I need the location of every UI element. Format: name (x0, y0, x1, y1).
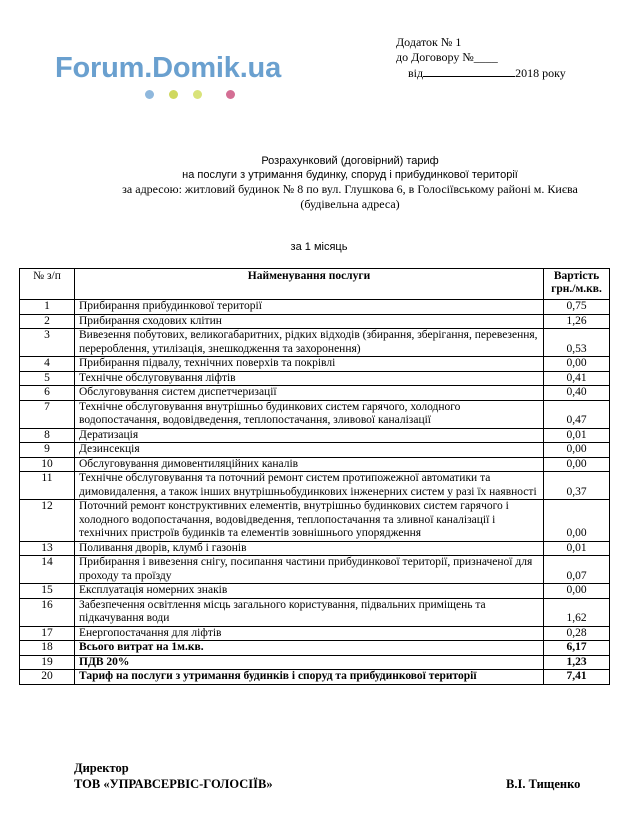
row-cost-value: 0,41 (544, 371, 610, 386)
row-service-name: Всього витрат на 1м.кв. (75, 641, 544, 656)
row-cost-value: 0,53 (544, 329, 610, 357)
row-service-name: Прибирання підвалу, технічних поверхів та покрівлі (75, 357, 544, 372)
row-cost-value: 0,00 (544, 357, 610, 372)
row-number: 1 (20, 300, 75, 315)
signature-org: ТОВ «УПРАВСЕРВІС-ГОЛОСІЇВ» (74, 777, 273, 791)
row-number: 20 (20, 670, 75, 685)
row-cost-value: 7,41 (544, 670, 610, 685)
row-cost-value: 0,00 (544, 443, 610, 458)
row-service-name: Дезинсекція (75, 443, 544, 458)
annex-date (396, 65, 566, 81)
table-row (20, 329, 610, 357)
col-header-num: № з/п (20, 269, 75, 300)
row-service-name: ПДВ 20% (75, 655, 544, 670)
table-row (20, 400, 610, 428)
row-cost-value: 6,17 (544, 641, 610, 656)
annex-contract: до Договору №____ (396, 50, 498, 64)
row-service-name: Енергопостачання для ліфтів (75, 626, 544, 641)
table-row (20, 598, 610, 626)
table-row (20, 300, 610, 315)
table-row (20, 457, 610, 472)
row-number: 8 (20, 428, 75, 443)
row-service-name: Технічне обслуговування та поточний ремонт систем протипожежної автоматики та димовидалення, а також інших внутрішньобудинкових інженерних систем у разі їх наявності (75, 472, 544, 500)
row-number: 4 (20, 357, 75, 372)
row-cost-value: 0,07 (544, 556, 610, 584)
col-header-name: Найменування послуги (75, 269, 544, 300)
table-row (20, 371, 610, 386)
table-header-row (20, 269, 610, 300)
row-cost-value: 0,75 (544, 300, 610, 315)
row-service-name: Вивезення побутових, великогабаритних, рідких відходів (збирання, зберігання, перевезення, перероблення, утилізація, знешкодження та захоронення) (75, 329, 544, 357)
annex-date-suffix: 2018 року (515, 66, 566, 80)
row-service-name: Поливання дворів, клумб і газонів (75, 541, 544, 556)
row-cost-value: 0,47 (544, 400, 610, 428)
annex-date-prefix: від (408, 66, 424, 80)
row-number: 16 (20, 598, 75, 626)
table-row (20, 556, 610, 584)
table-row (20, 626, 610, 641)
row-cost-value: 0,37 (544, 472, 610, 500)
row-number: 18 (20, 641, 75, 656)
header-address: за адресою: житловий будинок № 8 по вул. Глушкова 6, в Голосіївському районі м. Києва (122, 182, 578, 196)
row-number: 9 (20, 443, 75, 458)
row-cost-value: 0,00 (544, 584, 610, 599)
row-service-name: Прибирання прибудинкової території (75, 300, 544, 315)
row-number: 17 (20, 626, 75, 641)
row-number: 5 (20, 371, 75, 386)
row-number: 10 (20, 457, 75, 472)
row-cost-value: 1,62 (544, 598, 610, 626)
row-number: 15 (20, 584, 75, 599)
row-service-name: Технічне обслуговування внутрішньо будинкових систем гарячого, холодного водопостачання, водовідведення, теплопостачання, зливової каналізації (75, 400, 544, 428)
row-service-name: Поточний ремонт конструктивних елементів, внутрішньо будинкових систем гарячого і холодного водопостачання, водовідведення, теплопостачання та зливної каналізації і технічних пристроїв будинків та елементів зовнішнього упорядження (75, 500, 544, 542)
annex-title: Додаток № 1 (396, 35, 462, 49)
table-row (20, 500, 610, 542)
table-row (20, 584, 610, 599)
table-row (20, 641, 610, 656)
row-number: 7 (20, 400, 75, 428)
table-row (20, 443, 610, 458)
signature-title: Директор (74, 761, 129, 775)
signature-block (74, 760, 273, 792)
row-number: 2 (20, 314, 75, 329)
row-number: 14 (20, 556, 75, 584)
row-number: 12 (20, 500, 75, 542)
row-cost-value: 0,00 (544, 457, 610, 472)
logo-dot-4 (226, 90, 235, 99)
signature-name: В.І. Тищенко (506, 777, 581, 791)
row-service-name: Прибирання сходових клітин (75, 314, 544, 329)
annex-block (396, 35, 566, 81)
row-service-name: Прибирання і вивезення снігу, посипання частини прибудинкової території, призначеної для проходу та проїзду (75, 556, 544, 584)
table-row (20, 386, 610, 401)
table-row (20, 357, 610, 372)
row-service-name: Тариф на послуги з утримання будинків і споруд та прибудинкової території (75, 670, 544, 685)
row-service-name: Обслуговування систем диспетчеризації (75, 386, 544, 401)
table-row (20, 670, 610, 685)
date-blank-line (423, 65, 515, 77)
row-number: 19 (20, 655, 75, 670)
period-label: за 1 місяць (290, 241, 348, 253)
logo-dot-3 (193, 90, 202, 99)
row-service-name: Експлуатація номерних знаків (75, 584, 544, 599)
row-cost-value: 0,28 (544, 626, 610, 641)
tariff-table (19, 268, 610, 685)
logo-dot-1 (145, 90, 154, 99)
table-row (20, 655, 610, 670)
row-number: 11 (20, 472, 75, 500)
site-logo: Forum.Domik.ua (55, 52, 281, 84)
table-row (20, 428, 610, 443)
row-number: 6 (20, 386, 75, 401)
table-row (20, 541, 610, 556)
table-row (20, 314, 610, 329)
row-cost-value: 0,01 (544, 428, 610, 443)
row-cost-value: 1,26 (544, 314, 610, 329)
row-service-name: Дератизація (75, 428, 544, 443)
col-header-cost: Вартість грн./м.кв. (544, 269, 610, 300)
row-service-name: Технічне обслуговування ліфтів (75, 371, 544, 386)
row-service-name: Забезпечення освітлення місць загального користування, підвальних приміщень та підкачування води (75, 598, 544, 626)
row-number: 3 (20, 329, 75, 357)
logo-dot-2 (169, 90, 178, 99)
header-title: Розрахунковий (договірний) тариф (261, 155, 439, 167)
row-service-name: Обслуговування димовентиляційних каналів (75, 457, 544, 472)
table-row (20, 472, 610, 500)
row-cost-value: 1,23 (544, 655, 610, 670)
header-address-note: (будівельна адреса) (300, 197, 400, 211)
row-cost-value: 0,00 (544, 500, 610, 542)
row-number: 13 (20, 541, 75, 556)
document-header (60, 154, 638, 212)
header-subtitle: на послуги з утримання будинку, споруд і прибудинкової території (182, 169, 518, 181)
row-cost-value: 0,01 (544, 541, 610, 556)
row-cost-value: 0,40 (544, 386, 610, 401)
